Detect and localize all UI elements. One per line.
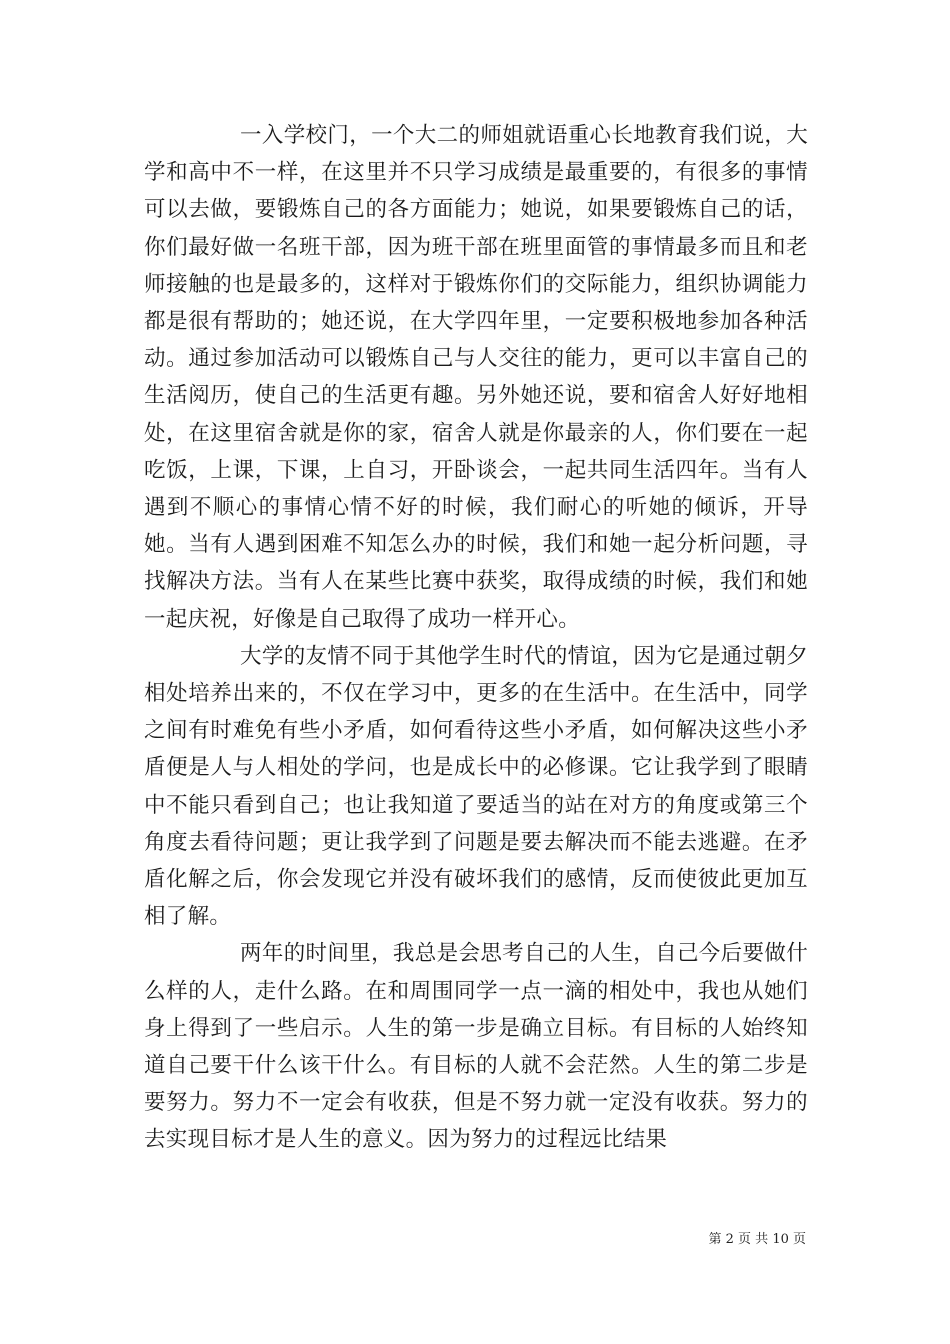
paragraph-3: 两年的时间里，我总是会思考自己的人生，自己今后要做什么样的人，走什么路。在和周围同学一点一滴的相处中，我也从她们身上得到了一些启示。人生的第一步是确立目标。有目标的人始终知道自己要干什么该干什么。有目标的人就不会茫然。人生的第二步是要努力。努力不一定会有收获，但是不努力就一定没有收获。努力的去实现目标才是人生的意义。因为努力的过程远比结果 [144,941,808,1153]
page-number-footer: 第 2 页 共 10 页 [708,1232,806,1247]
paragraph-1: 一入学校门，一个大二的师姐就语重心长地教育我们说，大学和高中不一样，在这里并不只学习成绩是最重要的，有很多的事情可以去做，要锻炼自己的各方面能力；她说，如果要锻炼自己的话，你们最好做一名班干部，因为班干部在班里面管的事情最多而且和老师接触的也是最多的，这样对于锻炼你们的交际能力，组织协调能力都是很有帮助的；她还说，在大学四年里，一定要积极地参加各种活动。通过参加活动可以锻炼自己与人交往的能力，更可以丰富自己的生活阅历，使自己的生活更有趣。另外她还说，要和宿舍人好好地相处，在这里宿舍就是你的家，宿舍人就是你最亲的人，你们要在一起吃饭，上课，下课，上自习，开卧谈会，一起共同生活四年。当有人遇到不顺心的事情心情不好的时候，我们耐心的听她的倾诉，开导她。当有人遇到困难不知怎么办的时候，我们和她一起分析问题，寻找解决方法。当有人在某些比赛中获奖，取得成绩的时候，我们和她一起庆祝，好像是自己取得了成功一样开心。 [144,123,808,632]
paragraph-2: 大学的友情不同于其他学生时代的情谊，因为它是通过朝夕相处培养出来的，不仅在学习中，更多的在生活中。在生活中，同学之间有时难免有些小矛盾，如何看待这些小矛盾，如何解决这些小矛盾便是人与人相处的学问，也是成长中的必修课。它让我学到了眼睛中不能只看到自己；也让我知道了要适当的站在对方的角度或第三个角度去看待问题；更让我学到了问题是要去解决而不能去逃避。在矛盾化解之后，你会发现它并没有破坏我们的感情，反而使彼此更加互相了解。 [144,643,808,930]
body-text [144,117,808,1159]
